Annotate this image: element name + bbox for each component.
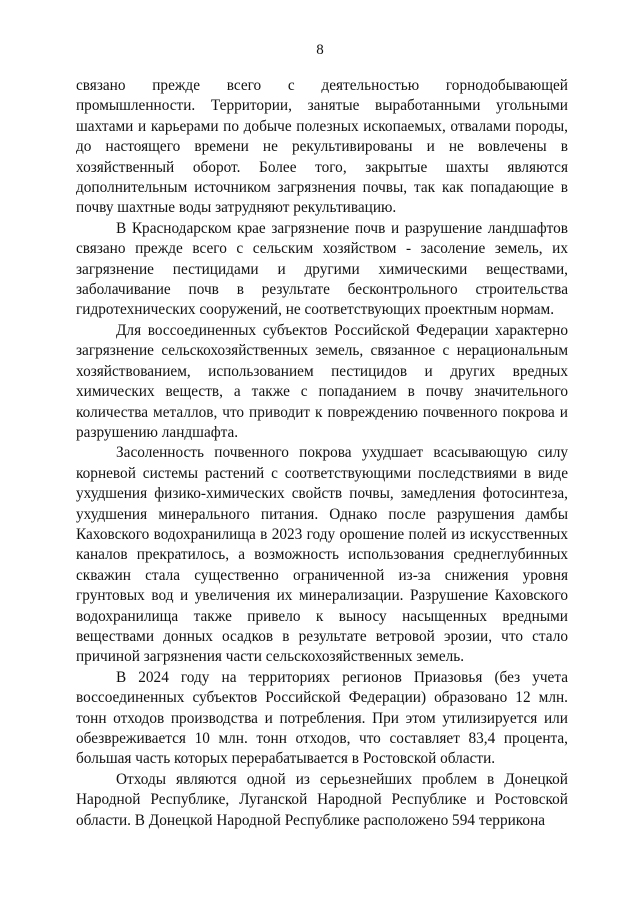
- page-number: 8: [316, 42, 324, 58]
- paragraph-waste-problem: Отходы являются одной из серьезнейших проблем в Донецкой Народной Республике, Луганской Народной Республике и Ростовской области. В Донецкой Народной Республике расположено 594 терриконa: [76, 770, 568, 829]
- document-body: [76, 76, 568, 831]
- paragraph-krasnodar: В Краснодарском крае загрязнение почв и разрушение ландшафтов связано прежде всего с сельским хозяйством - засоление земель, их загрязнение пестицидами и другими химическими веществами, заболачивание почв в результате бесконтрольного строительства гидротехнических сооружений, не соответствующих проектным нормам.: [76, 219, 568, 319]
- paragraph-reunited-subjects: Для воссоединенных субъектов Российской Федерации характерно загрязнение сельскохозяйственных земель, связанное с нерациональным хозяйствованием, использованием пестицидов и других вредных химических веществ, а также с попаданием в почву значительного количества металлов, что приводит к повреждению почвенного покрова и разрушению ландшафта.: [76, 321, 568, 441]
- paragraph-soil-salinity: Засоленность почвенного покрова ухудшает всасывающую силу корневой системы растений с соответствующими последствиями в виде ухудшения физико-химических свойств почвы, замедления фотосинтеза, ухудшения минерального питания. Однако после разрушения дамбы Каховского водохранилища в 2023 году орошение полей из искусственных каналов прекратилось, а возможность использования среднеглубинных скважин стала существенно ограниченной из-за снижения уровня грунтовых вод и увеличения их минерализации. Разрушение Каховского водохранилища также привело к выносу насыщенных вредными веществами донных осадков в результате ветровой эрозии, что стало причиной загрязнения части сельскохозяйственных земель.: [76, 444, 568, 666]
- paragraph-mining-continuation: связано прежде всего с деятельностью горнодобывающей промышленности. Территории, занятые выработанными угольными шахтами и карьерами по добыче полезных ископаемых, отвалами породы, до настоящего времени не рекультивированы и не вовлечены в хозяйственный оборот. Более того, закрытые шахты являются дополнительным источником загрязнения почвы, так как попадающие в почву шахтные воды затрудняют рекультивацию.: [76, 77, 568, 217]
- paragraph-waste-2024: В 2024 году на территориях регионов Приазовья (без учета воссоединенных субъектов Российской Федерации) образовано 12 млн. тонн отходов производства и потребления. При этом утилизируется или обезвреживается 10 млн. тонн отходов, что составляет 83,4 процента, большая часть которых перерабатывается в Ростовской области.: [76, 668, 568, 768]
